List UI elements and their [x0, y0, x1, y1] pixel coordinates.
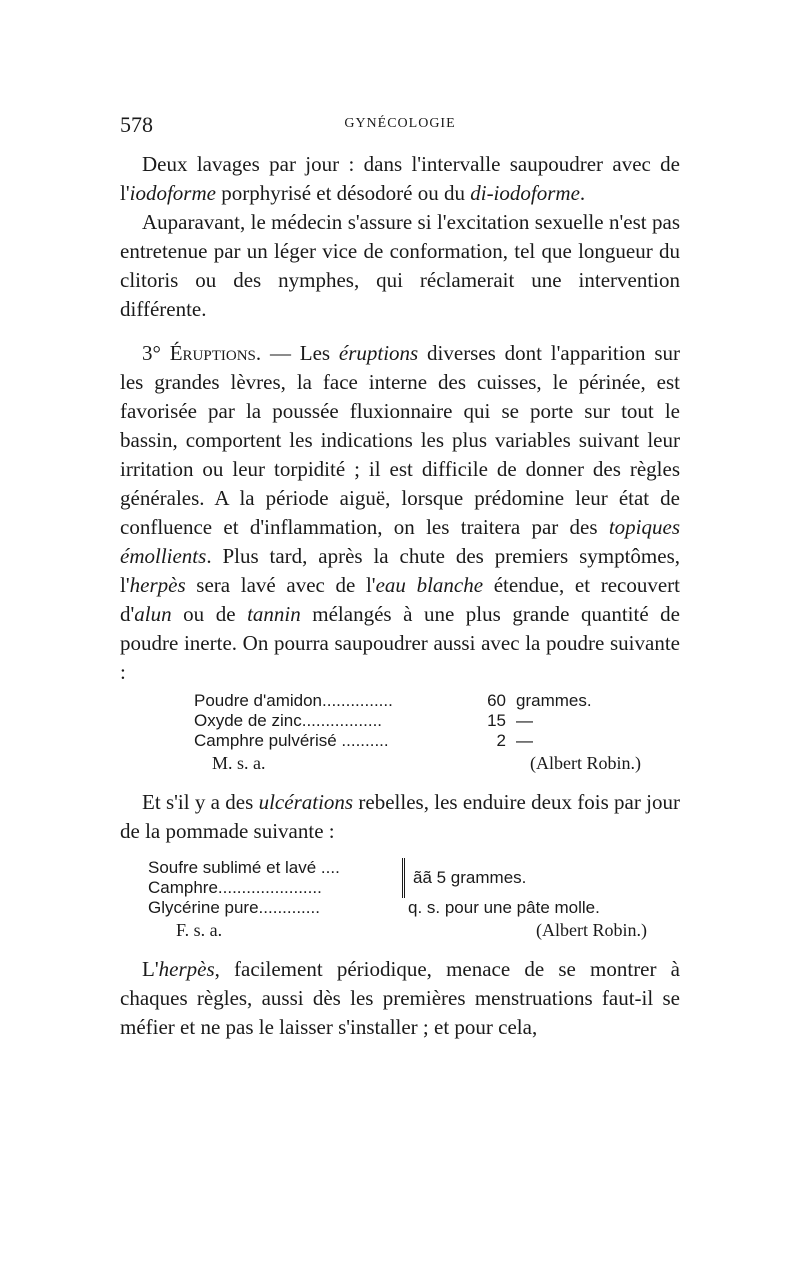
text-run: — Les [261, 341, 339, 365]
text-run: diverses dont l'apparition sur les grandes lèvres, la face interne des cuisses, le périnée, est favorisée par la poussée fluxionnaire qui se porte sur tout le bassin, comportent les indications les plus variables suivant leur irritation ou leur torpidité ; il est difficile de donner des règles générales. A la période aiguë, lorsque prédomine leur état de confluence et d'inflammation, on les traitera par des [120, 341, 681, 539]
recipe-author: (Albert Robin.) [536, 920, 647, 940]
paragraph-eruptions [120, 339, 680, 687]
ingredient-name: Camphre pulvérisé .......... [194, 731, 389, 750]
page-number: 578 [120, 112, 153, 137]
page-header [120, 112, 680, 142]
term-alun: alun [134, 602, 172, 626]
text-run: rebelles, les enduire deux fois par jour de la pommade suivante : [120, 790, 680, 843]
recipe-instruction: M. s. a. [212, 753, 266, 773]
text-run: L' [142, 957, 159, 981]
recipe-row [148, 898, 680, 918]
page-body [120, 150, 680, 1042]
text-run: Et s'il y a des [142, 790, 259, 814]
ingredient-qty: ãã 5 grammes. [413, 868, 527, 887]
recipe-author: (Albert Robin.) [530, 753, 641, 773]
term-iodoforme: iodoforme [129, 181, 216, 205]
text-run: étendue, et recouvert d' [120, 573, 680, 626]
text-run: . [579, 181, 586, 205]
term-tannin: tannin [247, 602, 301, 626]
ingredient-qty: q. s. pour une pâte molle. [408, 898, 600, 917]
ingredient-name: Soufre sublimé et lavé .... [148, 858, 340, 877]
term-herpes: herpès [129, 573, 186, 597]
recipe-row [194, 691, 680, 711]
text-run: sera lavé avec de l' [185, 573, 376, 597]
text-run: porphyrisé et désodoré ou du [215, 181, 471, 205]
ingredient-unit: grammes. [516, 691, 592, 710]
recipe-row [194, 711, 680, 731]
term-di-iodoforme: di-iodoforme [470, 181, 580, 205]
section-number: 3° [142, 341, 161, 365]
paragraph-lavages [120, 150, 680, 208]
recipe-row [194, 731, 680, 751]
recipe-poudre [194, 691, 680, 773]
recipe-pommade [148, 858, 680, 940]
paragraph-auparavant: Auparavant, le médecin s'assure si l'excitation sexuelle n'est pas entretenue par un léger vice de conformation, tel que longueur du clitoris ou des nymphes, qui réclamerait une intervention différente. [120, 210, 680, 321]
text-run: . Plus tard, après la chute des premiers symptômes, l' [120, 544, 680, 597]
paragraph-herpes [120, 955, 680, 1042]
text-run: , facilement périodique, menace de se montrer à chaques règles, aussi dès les premières menstruations faut-il se méfier et ne pas le laisser s'installer ; et pour cela, [120, 957, 680, 1039]
term-eruptions: éruptions [338, 341, 419, 365]
term-topiques: topiques émollients [120, 515, 680, 568]
paragraph-ulcerations [120, 788, 680, 846]
ingredient-qty: 2 [496, 731, 506, 750]
ingredient-name: Camphre...................... [148, 878, 322, 897]
term-ulcerations: ulcérations [258, 790, 354, 814]
running-title: GYNÉCOLOGIE [344, 116, 456, 131]
text-run: Deux lavages par jour : dans l'intervalle saupoudrer avec de l' [120, 152, 680, 205]
term-eau-blanche: eau blanche [375, 573, 484, 597]
brace-ingredients [148, 858, 405, 898]
ingredient-unit: — [516, 711, 533, 730]
ingredient-name: Oxyde de zinc................. [194, 711, 383, 730]
ingredient-unit: — [516, 731, 533, 750]
ingredient-qty: 60 [487, 691, 506, 710]
recipe-instruction: F. s. a. [176, 920, 223, 940]
recipe-signature [148, 920, 680, 940]
term-herpes: herpès [158, 957, 215, 981]
ingredient-name: Glycérine pure............. [148, 898, 320, 917]
recipe-brace-group [148, 858, 680, 898]
ingredient-qty: 15 [487, 711, 506, 730]
ingredient-name: Poudre d'amidon............... [194, 691, 393, 710]
text-run: mélangés à une plus grande quantité de poudre inerte. On pourra saupoudrer aussi avec la poudre suivante : [120, 602, 680, 684]
text-run: ou de [171, 602, 248, 626]
section-heading: Éruptions. [169, 341, 262, 365]
recipe-signature [194, 753, 680, 773]
